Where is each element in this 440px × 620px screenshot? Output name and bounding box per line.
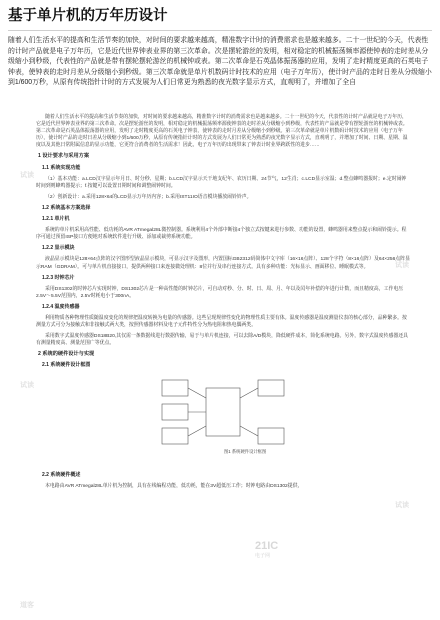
article-body (36, 114, 410, 494)
badge-sub: 电子网 (255, 553, 271, 559)
body-paragraph: 本电路由AVR ATmegal28L单片机为控制，具有在线编程功能，低功耗，能在3V超低压工作；时钟电路由DS1302提供， (45, 483, 303, 489)
body-paragraph: （2）创新设计：a.采用128×64的LCD显示万年历内容；b.采用IST11IO语音模块播放闹铃铃声。 (45, 194, 252, 200)
body-paragraph: 液晶显示模块是128×64点阵的汉字图形型液晶显示模块，可显示汉字及图形，内置国标GB2312码简体中文字库（16×16点阵）、128个字符（8×16点阵）及64×256点阵显示RAM（GDRAM）。可与单片机直接接口，提供两种接口来连接微处理机：8位并行及串行连接方式。具有多种功能：光标显示、画面移位、睡眠模式等。 (36, 257, 410, 270)
diagram-block (162, 380, 188, 396)
diagram-block (206, 388, 240, 436)
diagram-block (258, 380, 284, 396)
watermark: 试读 (20, 172, 34, 179)
subsection-heading: 1.2.1 单片机 (42, 216, 70, 223)
hardware-block-diagram (36, 374, 410, 466)
diagram-block (162, 404, 188, 420)
section-heading: 1 设计要求与采用方案 (38, 153, 90, 160)
watermark: 试读 (20, 382, 34, 389)
subsection-heading: 1.1 系统实现功能 (42, 164, 81, 171)
subsection-heading: 2.2 系统硬件概述 (42, 471, 81, 478)
body-paragraph: 采用DS1302的时钟芯片实现时钟，DS1302芯片是一种高性能的时钟芯片，可自动对秒、分、时、日、周、月、年以及闰年补偿的年进行计数，而且精度高，工作电压2.5V～5.5V范围内，2.5V时耗电小于300nA。 (36, 286, 404, 299)
body-paragraph: （1）基本功能：a.LCD汉字显示年月日、时分秒、星期；b.LCD汉字显示天干地支纪年、农历日期、24节气，12生肖；c.LCD显示室温；d.整点蜂鸣器报时；e.定时闹钟时间到则蜂鸣器提示；f.按键可以设置日期时间和调整闹钟时间。 (36, 176, 407, 189)
page-title: 基于单片机的万年历设计 (8, 8, 168, 24)
subsection-heading: 1.2.2 显示模块 (42, 245, 75, 252)
body-paragraph: 利用物质各种物理性质随温度变化的规律把温度转换为电量的传感器。这些呈现规律性变化的物理性质主要有体。温度传感器是温度测量仪表的核心部分，品种繁多。按测量方式可分为接触式和非接触式两大类，按照传感器材料及电子元件特性分为热电阻和热电偶两类。 (36, 315, 407, 329)
body-paragraph: 采用数字式温度传感器DS18B20,其仅需一条数据线进行数据传输，易于与单片机连接，可以去除A/D模块，降低硬件成本，简化系统电路。另外，数字式温度传感器还具有测量精度高、测量范围广等优点。 (36, 334, 409, 347)
subsection-heading: 1.2.3 时钟芯片 (42, 274, 75, 281)
subsection-heading: 2.1 系统硬件设计框图 (42, 362, 91, 369)
diagram-connector (240, 426, 258, 436)
diagram-block (162, 428, 188, 444)
diagram-block (258, 428, 284, 444)
section-heading: 2 系统的硬件设计与实现 (38, 351, 95, 358)
badge-main: 21IC (255, 540, 279, 552)
intro-paragraph: 随着人们生活水平的提高和生活节奏的加快，对时间的要求越来越高，精准数字计时的消费需求也是越来越多。二十一世纪的今天，代表性的计时产品就是电子万年历，它是近代世界钟表业界的第三次革命。次是摆轮游丝的发明，相对稳定的机械振荡频率源使钟表的走时差从分级缩小到秒级，代表性的产品就是带有摆轮摆轮游丝的机械钟或表。第二次革命是石英晶体振荡器的应用，发明了走时精度更高的石英电子钟表，使钟表的走时月差从分级缩小到秒级。第三次革命就是单片机数码计时技术的应用（电子万年历），使计时产品的走时日差从分级缩小到1/600万秒，从原有传统指针计时的方式发展为人们日常更为熟悉的夜光数字显示方式，直观明了，并增加了全自 (8, 37, 432, 87)
watermark: 试读 (395, 502, 409, 509)
watermark: 道客 (20, 602, 34, 609)
block-diagram-svg (36, 374, 410, 466)
site-badge-watermark (255, 540, 278, 559)
body-paragraph: 随着人们生活水平的提高和生活节奏的加快，对时间的要求越来越高，精准数字计时的消费需求也是越来越多。二十一世纪的今天，代表性的计时产品就是电子万年历，它是近代世界钟表业界的第三次革命。次是摆轮游丝的发明，相对稳定的机械振荡频率源使钟表的走时差从分级缩小到秒级，代表性的产品就是带有摆轮游丝的机械钟或表。第二次革命是石英晶体振荡器的应用，发明了走时精度更高的石英电子钟表，使钟表的走时月差从分级缩小到秒级。第三次革命就是单片机数码计时技术的应用（电子万年历），使计时产品的走时日差从分级缩小到1/600万秒，从原有传统指针计时的方式发展为人们日常更为熟悉的夜光数字显示方式，直观明了，并增加了时间、日期、星期、温度以及其他日常附属信息的显示功能，它更符合消费者的生活需求！因此，电子万年历的出现带来了钟表计时业界跨跃性的进步…… (36, 115, 408, 149)
body-paragraph: 系统的单片机采用高性能、低功耗的AVR ATmegal28L微控制器。系统利用4个外部中断接4个独立式按键来进行参数、功能的设置，蜂鸣器用来整点提示和闹铃提示。程序可通过预留ISP接口方便地对系统软件进行升级、添加或裁剪系统功能。 (36, 228, 407, 241)
diagram-connector (188, 426, 206, 436)
diagram-connector (188, 388, 206, 398)
title-divider (8, 30, 432, 31)
subsection-heading: 1.2.4 温度传感器 (42, 303, 80, 310)
figure-caption: 图1 系统硬件设计框图 (224, 448, 267, 454)
diagram-connector (240, 388, 258, 398)
watermark: 试读 (395, 262, 409, 269)
subsection-heading: 1.2 系统基本方案选择 (42, 204, 91, 211)
